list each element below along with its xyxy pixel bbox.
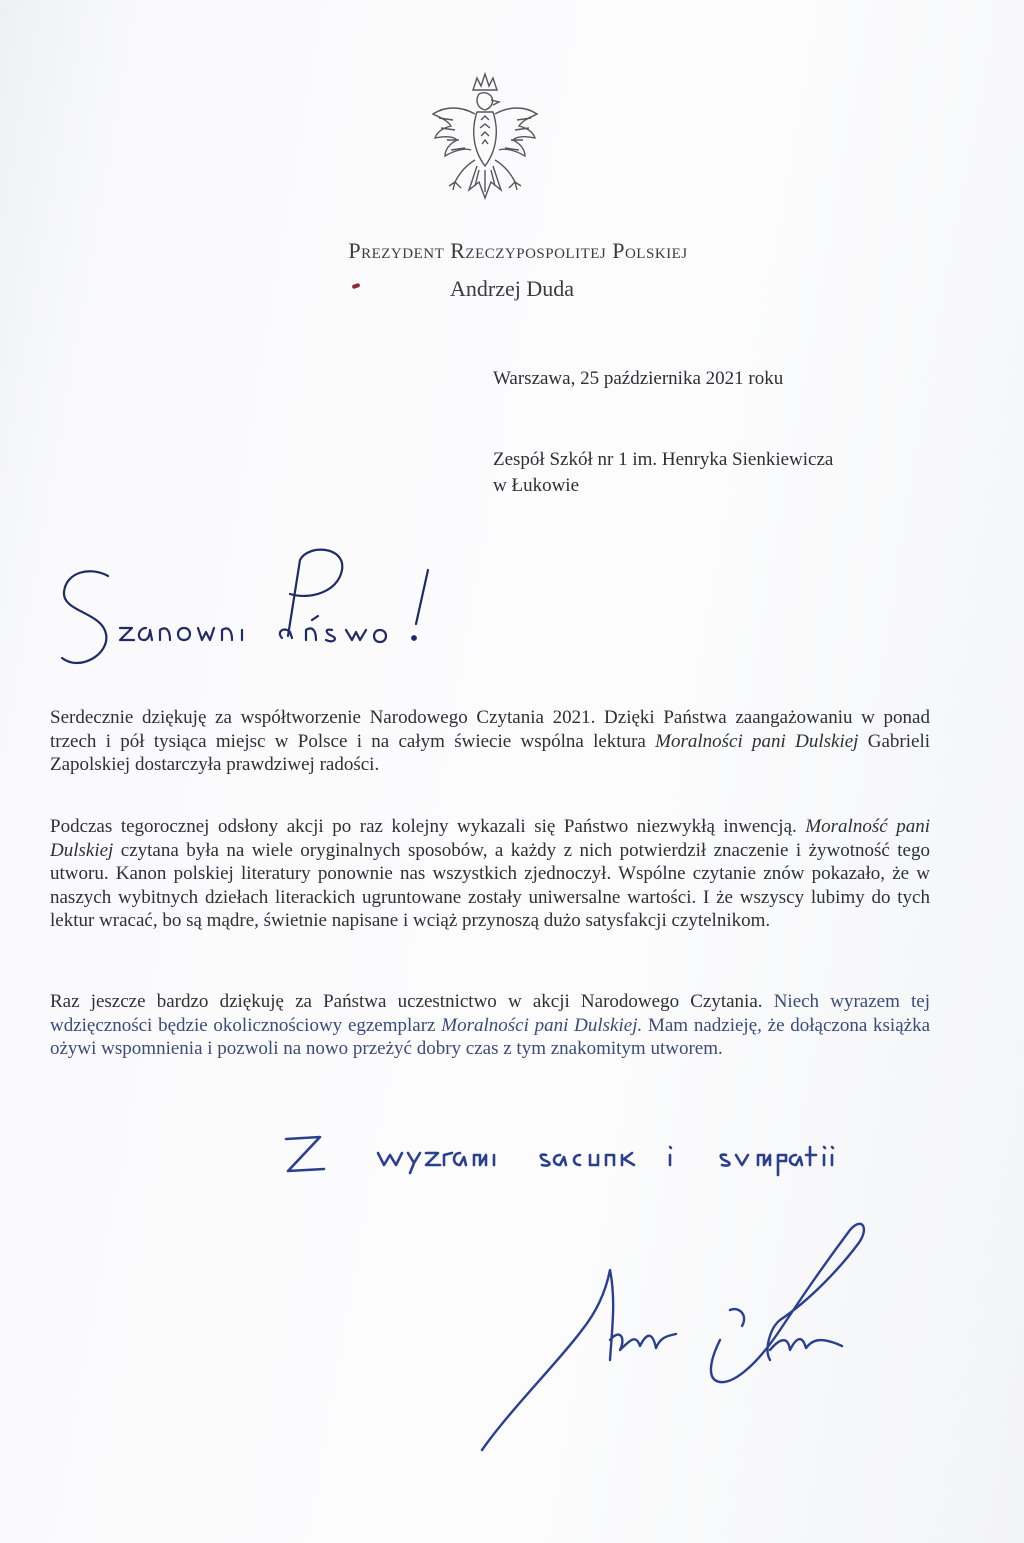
- p2-text-a: Podczas tegorocznej odsłony akcji po raz kolejny wykazali się Państwo niezwykłą inwencją.: [50, 816, 806, 837]
- paragraph-1: [50, 706, 930, 777]
- p1-text-b: Gabrieli Zapolskiej dostarczyła prawdziwej radości.: [50, 730, 930, 775]
- eagle-emblem-icon: [425, 70, 545, 215]
- p3-text-b: Niech wyrazem tej wdzięczności będzie okolicznościowy egzemplarz: [50, 991, 931, 1036]
- p3-text-a: Raz jeszcze bardzo dziękuję za Państwa uczestnictwo w akcji Narodowego Czytania.: [50, 991, 774, 1012]
- office-title: Prezydent Rzeczypospolitej Polskiej: [348, 238, 688, 263]
- p1-book-title: Moralności pani Dulskiej: [655, 730, 859, 752]
- paragraph-2: [50, 815, 930, 933]
- handwritten-closing: [280, 1125, 900, 1185]
- letter-date: Warszawa, 25 października 2021 roku: [493, 368, 784, 389]
- handwritten-greeting: [50, 540, 450, 680]
- sender-name: Andrzej Duda: [449, 276, 574, 301]
- p2-text-b: czytana była na wiele oryginalnych sposobów, a każdy z nich potwierdził znaczenie i żywotność tego utworu. Kanon polskiej literatury ponownie nas wszystkich zjednoczył. Wspólne czytanie znów pokazało, że w naszych wybitnych dziełach literackich ugruntowane zostały uniwersalne wartości. I że wszyscy lubimy do tych lektur wracać, bo są mądre, świetnie napisane i wciąż przynoszą dużo satysfakcji czytelnikom.: [50, 839, 930, 931]
- p3-text-c: Mam nadzieję, że dołączona książka ożywi wspomnienia i pozwoli na nowo przeżyć dobry czas z tym znakomitym utworem.: [50, 1014, 930, 1059]
- paragraph-3: [50, 990, 930, 1061]
- p2-book-title: Moralność pani Dulskiej: [50, 816, 930, 861]
- recipient-line-1: Zespół Szkół nr 1 im. Henryka Sienkiewicza: [493, 449, 834, 470]
- recipient-line-2: w Łukowie: [493, 475, 580, 496]
- p1-text-a: Serdecznie dziękuję za współtworzenie Narodowego Czytania 2021. Dzięki Państwa zaangażowaniu w ponad trzech i pół tysiąca miejsc w Polsce i na całym świecie wspólna lektura: [50, 707, 930, 752]
- p3-book-title: Moralności pani Dulskiej.: [441, 1014, 643, 1036]
- handwritten-signature: [470, 1210, 890, 1460]
